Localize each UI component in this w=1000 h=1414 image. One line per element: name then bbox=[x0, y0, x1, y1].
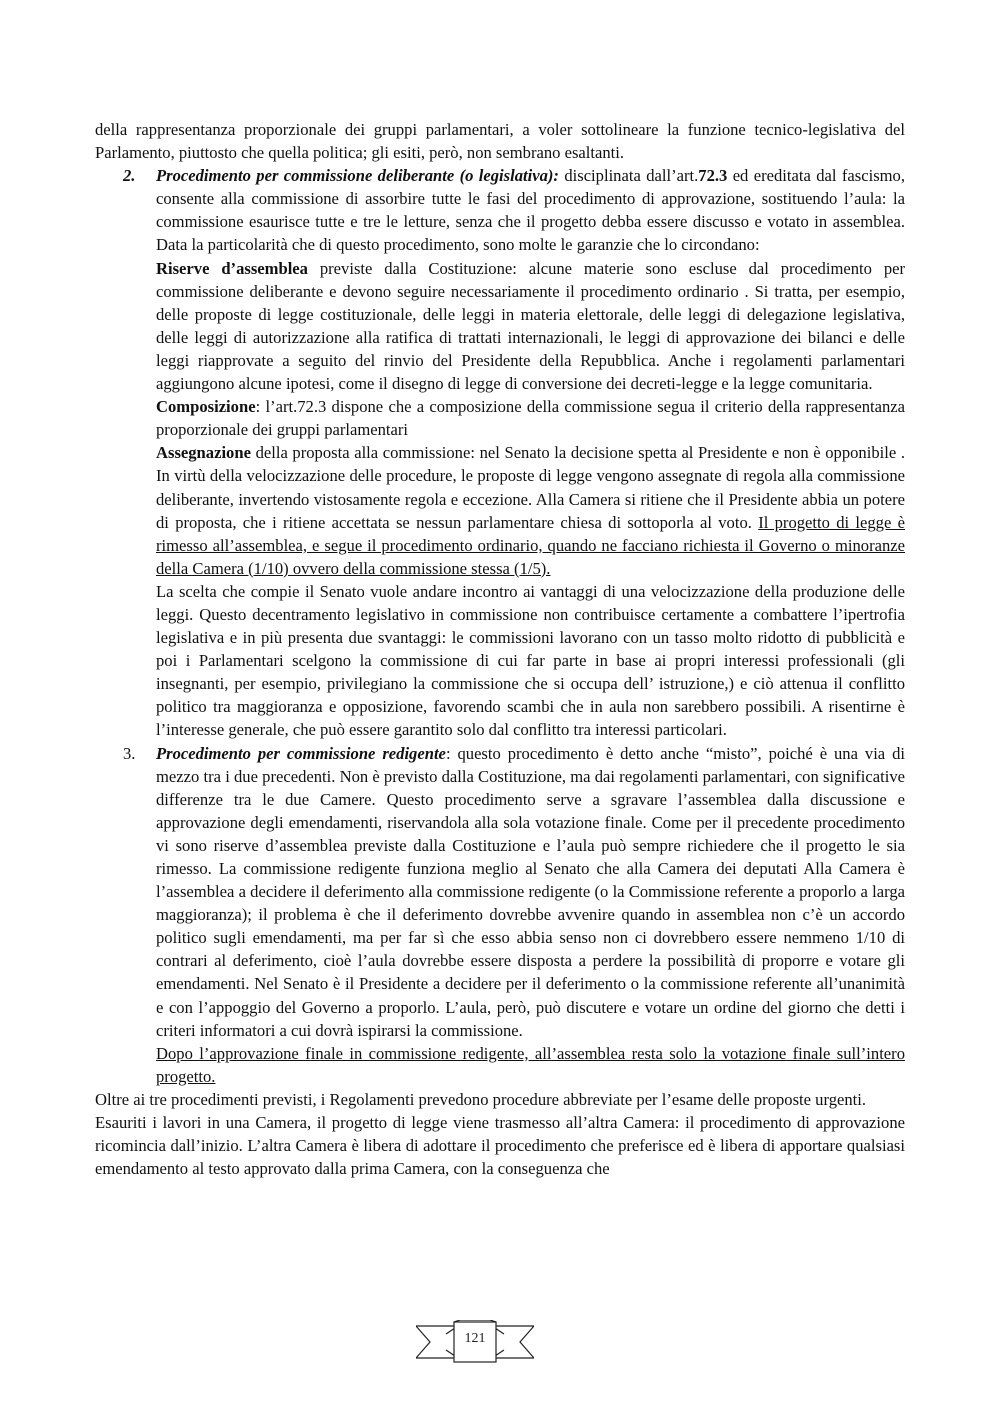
composizione-text: : l’art.72.3 dispone che a composizione della commissione segua il criterio della rappresentanza proporzionale dei gruppi parlamentari bbox=[156, 397, 905, 440]
list-item-3 bbox=[95, 742, 905, 1088]
list-number: 2. bbox=[123, 166, 136, 186]
item2-riserve bbox=[156, 257, 905, 396]
ribbon-icon bbox=[416, 1320, 534, 1386]
page-number: 121 bbox=[464, 1331, 486, 1346]
paragraph-intro: della rappresentanza proporzionale dei gruppi parlamentari, a voler sottolineare la funzione tecnico-legislativa del Parlamento, piuttosto che quella politica; gli esiti, però, non sembrano esaltanti. bbox=[95, 120, 905, 163]
list-item-2 bbox=[95, 164, 905, 741]
item2-heading: Procedimento per commissione deliberante (o legislativa): bbox=[156, 166, 559, 186]
list-number: 3. bbox=[123, 743, 136, 763]
item2-intro-a: disciplinata dall’art. bbox=[558, 166, 699, 186]
item2-composizione bbox=[156, 395, 905, 441]
document-body bbox=[95, 118, 905, 1180]
item3-text bbox=[156, 742, 905, 1042]
assegnazione-text: della proposta alla commissione: nel Senato la decisione spetta al Presidente e non è opponibile . In virtù della velocizzazione delle procedure, le proposte di legge vengono assegnate di regola alla commissione deliberante, invertendo vistosamente regola e eccezione. Alla Camera si ritiene che il Presidente abbia un potere di proposta, che i ritiene accettata se nessun parlamentare chiesa di sottoporla al voto. bbox=[156, 443, 905, 532]
riserve-term: Riserve d’assemblea bbox=[156, 258, 308, 278]
assegnazione-term: Assegnazione bbox=[156, 443, 251, 463]
assegnazione-underlined: Il progetto di legge è rimesso all’assemblea, e segue il procedimento ordinario, quando ne facciano richiesta il Governo o minoranze della Camera (1/10) ovvero della commissione stessa (1/5). bbox=[156, 512, 905, 578]
item2-intro-b: ed ereditata dal fascismo, consente alla commissione di assorbire tutte le fasi del procedimento di approvazione, sostituendo l’aula: la commissione esaurisce tutte e tre le letture, senza che il progetto debba essere discusso e votato in assemblea. Data la particolarità che di questo procedimento, sono molte le garanzie che lo circondano: bbox=[156, 166, 905, 255]
item2-scelta: La scelta che compie il Senato vuole andare incontro ai vantaggi di una velocizzazione della produzione delle leggi. Questo decentramento legislativo in commissione non contribuisce certamente a combattere l’ipertrofia legislativa e in più presenta due svantaggi: le commissioni lavorano con un tasso molto ridotto di pubblicità e poi i Parlamentari scelgono la commissione di cui far parte in base ai propri interessi professionali (gli insegnanti, per esempio, privilegiano la commissione che si occupa dell’ istruzione,) e ciò attenua il conflitto politico tra maggioranza e opposizione, favorendo scambi che in aula non sarebbero possibili. A risentirne è l’interesse generale, che può essere garantito solo dal conflitto tra interessi particolari. bbox=[156, 581, 905, 740]
item2-assegnazione bbox=[156, 441, 905, 580]
paragraph-oltre: Oltre ai tre procedimenti previsti, i Regolamenti prevedono procedure abbreviate per l’esame delle proposte urgenti. bbox=[95, 1089, 867, 1109]
item3-heading: Procedimento per commissione redigente bbox=[156, 743, 446, 763]
composizione-term: Composizione bbox=[156, 397, 256, 417]
item2-art-ref: 72.3 bbox=[698, 166, 728, 186]
item3-body: : questo procedimento è detto anche “misto”, poiché è una via di mezzo tra i due precedenti. Non è previsto dalla Costituzione, ma dai regolamenti parlamentari, con significative differenze tra le due Camere. Questo procedimento serve a sgravare l’assemblea dalla discussione e approvazione degli emendamenti, riservandola alla sola votazione finale. Come per il precedente procedimento vi sono riserve d’assemblea previste dalla Costituzione e l’aula può sempre richiedere che il progetto le sia rimesso. La commissione redigente funziona meglio al Senato che alla Camera dei deputati Alla Camera è l’assemblea a decidere il deferimento alla commissione redigente (o la Commissione referente a proporlo a larga maggioranza); il problema è che il deferimento dovrebbe avvenire quando in assemblea non c’è un accordo politico sugli emendamenti, ma per far sì che esso abbia senso non ci dovrebbero essere nemmeno 1/10 di contrari al deferimento, cioè l’aula dovrebbe essere disposta a perdere la possibilità di proporre e votare gli emendamenti. Nel Senato è il Presidente a decidere per il deferimento o la commissione referente all’unanimità e con l’appoggio del Governo a proporlo. L’aula, però, può discutere e votare un ordine del giorno che detti i criteri informatori a cui dovrà ispirarsi la commissione. bbox=[156, 743, 905, 1040]
item3-underlined: Dopo l’approvazione finale in commissione redigente, all’assemblea resta solo la votazione finale sull’intero progetto. bbox=[156, 1043, 905, 1086]
paragraph-esauriti: Esauriti i lavori in una Camera, il progetto di legge viene trasmesso all’altra Camera: il procedimento di approvazione ricomincia dall’inizio. L’altra Camera è libera di adottare il procedimento che preferisce ed è libera di apportare qualsiasi emendamento al testo approvato dalla prima Camera, con la conseguenza che bbox=[95, 1113, 905, 1179]
item2-intro bbox=[156, 164, 905, 256]
page-number-ribbon bbox=[416, 1320, 534, 1386]
riserve-text: previste dalla Costituzione: alcune materie sono escluse dal procedimento per commissione deliberante e devono seguire necessariamente il procedimento ordinario . Si tratta, per esempio, delle proposte di legge costituzionale, delle leggi in materia elettorale, delle leggi di delegazione legislativa, delle leggi di autorizzazione alla ratifica di trattati internazionali, le leggi di approvazione dei bilanci e delle leggi riapprovate a seguito del rinvio del Presidente della Repubblica. Anche i regolamenti parlamentari aggiungono alcune ipotesi, come il disegno di legge di conversione dei decreti-legge e la legge comunitaria. bbox=[156, 258, 906, 394]
